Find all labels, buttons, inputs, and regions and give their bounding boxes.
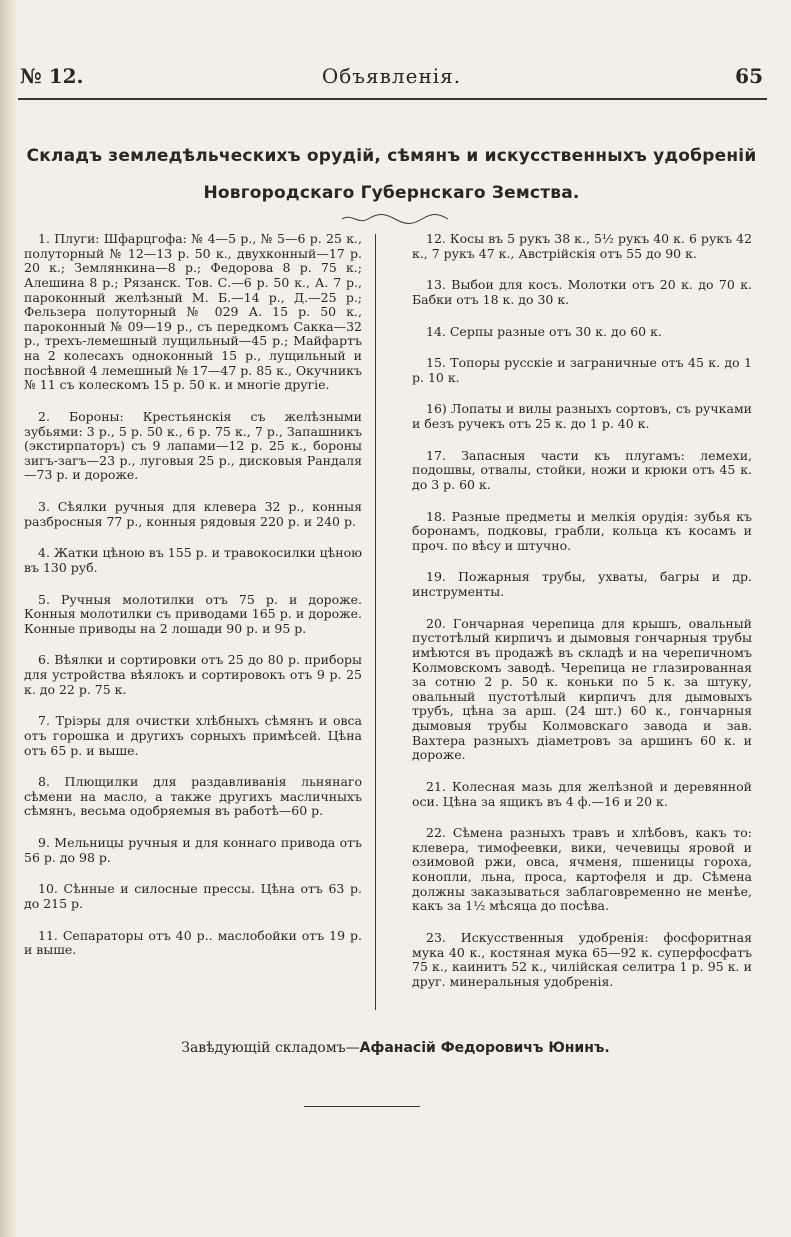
list-item: 12. Косы въ 5 рукъ 38 к., 5½ рукъ 40 к. 6 рукъ 42 к., 7 рукъ 47 к., Австрійскія отъ 55 до 90 к. xyxy=(412,231,752,261)
list-item: 10. Сѣнные и силосные прессы. Цѣна отъ 63 р. до 215 р. xyxy=(24,881,362,911)
right-column xyxy=(412,232,752,1006)
list-item: 23. Искусственныя удобренія: фосфоритная мука 40 к., костяная мука 65—92 к. суперфосфатъ 75 к., каинитъ 52 к., чилійская селитра 1 р. 95 к. и друг. минеральныя удобренія. xyxy=(412,929,752,989)
running-header xyxy=(20,64,763,94)
ornament-divider xyxy=(340,213,450,225)
list-item: 13. Выбои для косъ. Молотки отъ 20 к. до 70 к. Бабки отъ 18 к. до 30 к. xyxy=(412,277,752,307)
signature-line xyxy=(0,1040,791,1056)
manager-name: Афанасій Федоровичъ Юнинъ. xyxy=(359,1040,610,1056)
list-item: 14. Серпы разные отъ 30 к. до 60 к. xyxy=(426,323,662,339)
page-number: 65 xyxy=(735,64,763,88)
section-title: Объявленія. xyxy=(321,64,462,88)
page-title: Складъ земледѣльческихъ орудій, сѣмянъ и искусственныхъ удобреній Новгородскаго Губернскаго Земства. xyxy=(26,146,757,203)
list-item: 22. Сѣмена разныхъ травъ и хлѣбовъ, какъ то: клевера, тимофеевки, вики, чечевицы яровой и озимовой ржи, овса, ячменя, пшеницы гороха, конопли, льна, проса, картофеля и др. Сѣмена должны заказываться заблаговременно не менѣе, какъ за 1½ мѣсяца до посѣва. xyxy=(412,825,752,914)
signature-prefix: Завѣдующій складомъ— xyxy=(181,1040,360,1056)
left-column xyxy=(24,232,362,975)
list-item: 8. Плющилки для раздавливанія льнянаго сѣмени на масло, а также другихъ масличныхъ сѣмянъ, весьма одобряемыя въ работѣ—60 р. xyxy=(24,774,362,819)
header-rule xyxy=(18,98,767,100)
list-item: 4. Жатки цѣною въ 155 р. и травокосилки цѣною въ 130 руб. xyxy=(24,545,362,575)
footer-rule xyxy=(304,1106,420,1107)
list-item: 9. Мельницы ручныя и для коннаго привода отъ 56 р. до 98 р. xyxy=(24,835,362,865)
list-item: 15. Топоры русскіе и заграничные отъ 45 к. до 1 р. 10 к. xyxy=(412,355,752,385)
list-item: 11. Сепараторы отъ 40 р.. маслобойки отъ 19 р. и выше. xyxy=(24,927,362,958)
list-item: 21. Колесная мазь для желѣзной и деревянной оси. Цѣна за ящикъ въ 4 ф.—16 и 20 к. xyxy=(412,778,752,809)
list-item: 16) Лопаты и вилы разныхъ сортовъ, съ ручками и безъ ручекъ отъ 25 к. до 1 р. 40 к. xyxy=(412,401,752,431)
list-item: 6. Вѣялки и сортировки отъ 25 до 80 р. приборы для устройства вѣялокъ и сортировокъ отъ 9 р. 25 к. до 22 р. 75 к. xyxy=(24,652,362,697)
list-item: 5. Ручныя молотилки отъ 75 р. и дороже. Конныя молотилки съ приводами 165 р. и дороже. Конные приводы на 2 лошади 90 р. и 95 р. xyxy=(24,591,362,636)
list-item: 17. Запасныя части къ плугамъ: лемехи, подошвы, отвалы, стойки, ножи и крюки отъ 45 к. до 3 р. 60 к. xyxy=(412,447,752,492)
list-item: 1. Плуги: Шфарцгофа: № 4—5 р., № 5—6 р. 25 к., полуторный № 12—13 р. 50 к., двухконный—17 р. 20 к.; Землянкина—8 р.; Федорова 8 р. 75 к.; Алешина 8 р.; Рязанск. Тов. С.—6 р. 50 к., А. 7 р., пароконный желѣзный М. Б.—14 р., Д.—25 р.; Фельзера полуторный № 029 А. 15 р. 50 к., пароконный № 09—19 р., съ передкомъ Сакка—32 р., трехъ-лемешный лущильный—45 р.; Майфартъ на 2 колесахъ одноконный 15 р., лущильный и посѣвной 4 лемешный № 17—47 р. 85 к., Окучникъ № 11 съ колескомъ 15 р. 50 к. и многіе другіе. xyxy=(24,231,362,393)
column-divider xyxy=(375,234,376,1010)
list-item: 20. Гончарная черепица для крышъ, овальный пустотѣлый кирпичъ и дымовыя гончарныя трубы имѣются въ продажѣ въ складѣ и на черепичномъ Колмовскомъ заводѣ. Черепица не глазированная за сотню 2 р. 50 к. коньки по 5 к. за штуку, овальный пустотѣлый кирпичъ для дымовыхъ трубъ, цѣна за арш. (24 шт.) 60 к., гончарныя дымовыя трубы Колмовскаго завода и зав. Вахтера разныхъ діаметровъ за аршинъ 60 к. и дороже. xyxy=(412,615,752,763)
issue-number: № 12. xyxy=(20,64,84,88)
list-item: 19. Пожарныя трубы, ухваты, багры и др. инструменты. xyxy=(412,569,752,599)
list-item: 2. Бороны: Крестьянскія съ желѣзными зубьями: 3 р., 5 р. 50 к., 6 р. 75 к., 7 р., Запашникъ (экстирпаторъ) съ 9 лапами—12 р. 25 к., бороны зигъ-загъ—23 р., луговыя 25 р., дисковыя Рандаля—73 р. и дороже. xyxy=(24,408,362,483)
list-item: 7. Тріэры для очистки хлѣбныхъ сѣмянъ и овса отъ горошка и другихъ сорныхъ примѣсей. Цѣна отъ 65 р. и выше. xyxy=(24,713,362,758)
list-item: 3. Сѣялки ручныя для клевера 32 р., конныя разбросныя 77 р., конныя рядовыя 220 р. и 240 р. xyxy=(24,499,362,529)
list-item: 18. Разные предметы и мелкія орудія: зубья къ боронамъ, подковы, грабли, кольца къ косамъ и проч. по вѣсу и штучно. xyxy=(412,508,752,553)
